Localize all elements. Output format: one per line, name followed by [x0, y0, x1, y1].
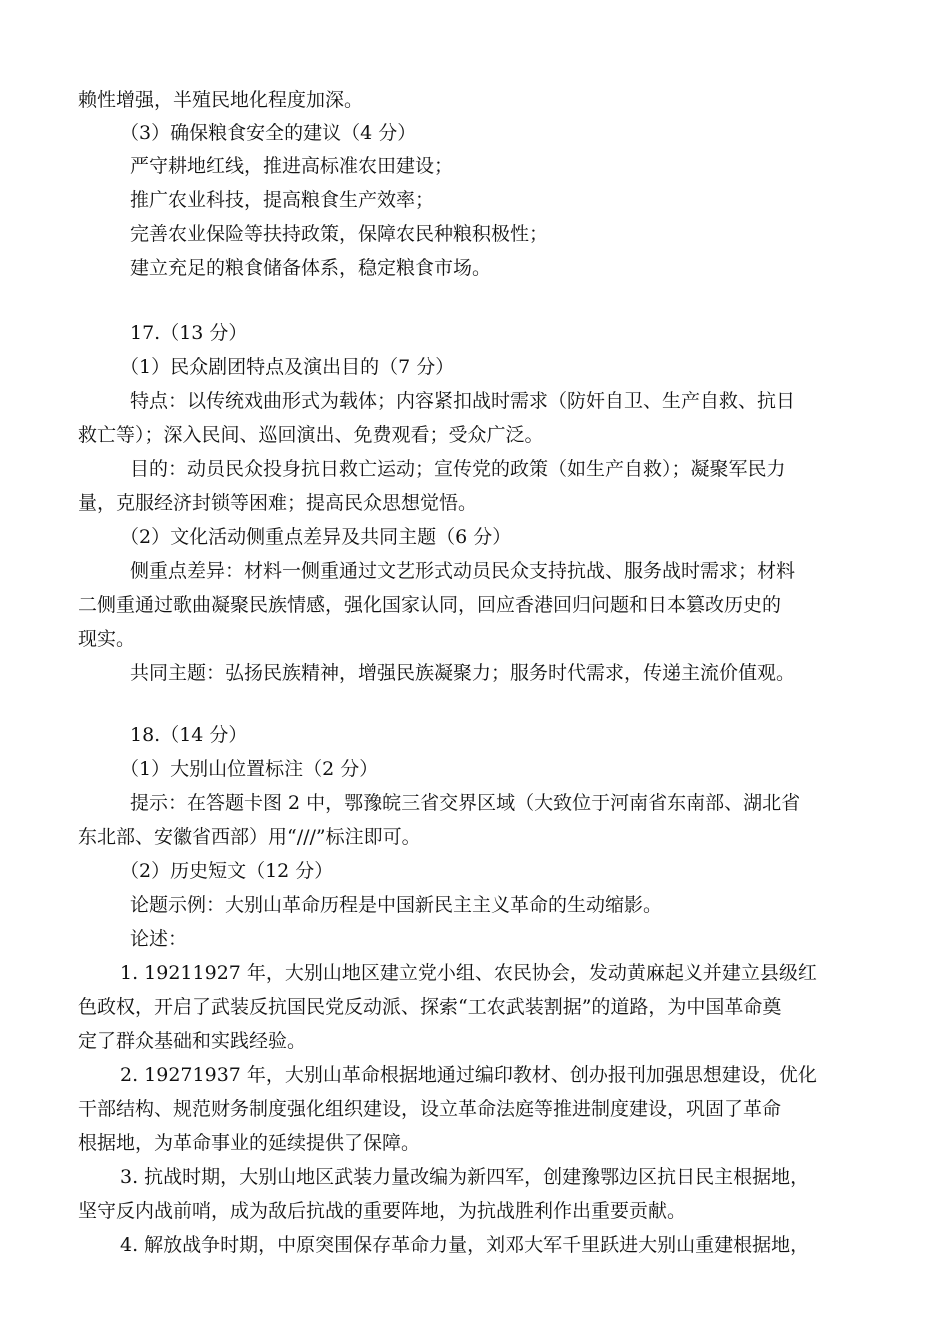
text-line: 根据地，为革命事业的延续提供了保障。: [78, 1132, 421, 1154]
question-heading: 18.（14 分）: [130, 724, 248, 746]
text-line: 侧重点差异：材料一侧重通过文艺形式动员民众支持抗战、服务战时需求；材料: [130, 560, 796, 582]
text-line: 1. 19211927 年，大别山地区建立党小组、农民协会，发动黄麻起义并建立县级红: [120, 962, 817, 984]
text-line: 干部结构、规范财务制度强化组织建设，设立革命法庭等推进制度建设，巩固了革命: [78, 1098, 782, 1120]
text-line: 现实。: [78, 628, 136, 650]
text-line: 论题示例：大别山革命历程是中国新民主主义革命的生动缩影。: [130, 894, 663, 916]
subsection-heading: （1）大别山位置标注（2 分）: [120, 758, 379, 780]
text-line: 二侧重通过歌曲凝聚民族情感，强化国家认同，回应香港回归问题和日本篡改历史的: [78, 594, 782, 616]
subsection-heading: （3）确保粮食安全的建议（4 分）: [120, 122, 417, 144]
question-heading: 17.（13 分）: [130, 322, 248, 344]
text-line: 特点：以传统戏曲形式为载体；内容紧扣战时需求（防奸自卫、生产自救、抗日: [130, 390, 796, 412]
text-line: 坚守反内战前哨，成为敌后抗战的重要阵地，为抗战胜利作出重要贡献。: [78, 1200, 687, 1222]
text-line: 建立充足的粮食储备体系，稳定粮食市场。: [130, 257, 492, 279]
text-line: 色政权，开启了武装反抗国民党反动派、探索“工农武装割据”的道路，为中国革命奠: [78, 996, 782, 1018]
text-line: 4. 解放战争时期，中原突围保存革命力量，刘邓大军千里跃进大别山重建根据地，: [120, 1234, 810, 1256]
text-line: 2. 19271937 年，大别山革命根据地通过编印教材、创办报刊加强思想建设，优化: [120, 1064, 817, 1086]
text-line: 提示：在答题卡图 2 中，鄂豫皖三省交界区域（大致位于河南省东南部、湖北省: [130, 792, 801, 814]
subsection-heading: （2）历史短文（12 分）: [120, 860, 334, 882]
text-line: 量，克服经济封锁等困难；提高民众思想觉悟。: [78, 492, 478, 514]
text-line: 共同主题：弘扬民族精神，增强民族凝聚力；服务时代需求，传递主流价值观。: [130, 662, 796, 684]
subsection-heading: （1）民众剧团特点及演出目的（7 分）: [120, 356, 455, 378]
text-line: 救亡等）；深入民间、巡回演出、免费观看；受众广泛。: [78, 424, 544, 446]
text-line: 论述：: [130, 928, 188, 950]
text-line: 完善农业保险等扶持政策，保障农民种粮积极性；: [130, 223, 549, 245]
text-line: 东北部、安徽省西部）用“///”标注即可。: [78, 826, 421, 848]
text-line: 严守耕地红线，推进高标准农田建设；: [130, 155, 454, 177]
text-line: 定了群众基础和实践经验。: [78, 1030, 307, 1052]
subsection-heading: （2）文化活动侧重点差异及共同主题（6 分）: [120, 526, 512, 548]
text-line: 目的：动员民众投身抗日救亡运动；宣传党的政策（如生产自救）；凝聚军民力: [130, 458, 786, 480]
text-line: 推广农业科技，提高粮食生产效率；: [130, 189, 435, 211]
text-line: 赖性增强，半殖民地化程度加深。: [78, 89, 364, 111]
text-line: 3. 抗战时期，大别山地区武装力量改编为新四军，创建豫鄂边区抗日民主根据地，: [120, 1166, 810, 1188]
